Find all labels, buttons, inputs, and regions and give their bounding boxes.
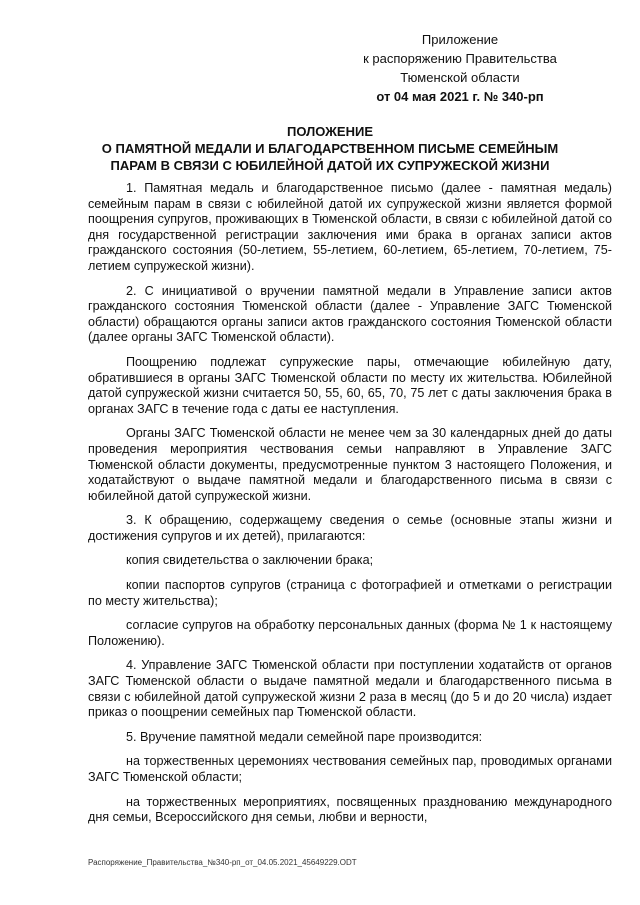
title-line-1: ПОЛОЖЕНИЕ bbox=[286, 124, 374, 139]
paragraph-2: 2. С инициативой о вручении памятной медали в Управление записи актов гражданского состояния Тюменской области (далее - Управление ЗАГС Тюменской области) обращаются органы записи актов гражданского состояния Тюменской области (далее органы ЗАГС Тюменской области). bbox=[88, 283, 612, 345]
header-appendix-label: Приложение bbox=[421, 32, 499, 47]
paragraph-12: на торжественных мероприятиях, посвященных празднованию международного дня семьи, Всероссийского дня семьи, любви и верности, bbox=[88, 794, 612, 825]
document-title bbox=[80, 123, 580, 174]
paragraph-3: Поощрению подлежат супружеские пары, отмечающие юбилейную дату, обратившиеся в органы ЗАГС Тюменской области по месту их жительства. Юбилейной датой супружеской жизни считается 50, 55, 60, 65, 70, 75 лет с даты заключения брака в органах ЗАГС в течение года с даты ее наступления. bbox=[88, 354, 612, 416]
paragraph-7: копии паспортов супругов (страница с фотографией и отметками о регистрации по месту жительства); bbox=[88, 578, 612, 608]
paragraph-10: 5. Вручение памятной медали семейной паре производится: bbox=[126, 729, 483, 744]
paragraph-4: Органы ЗАГС Тюменской области не менее чем за 30 календарных дней до даты проведения мероприятия чествования семьи направляют в Управление ЗАГС Тюменской области документы, предусмотренные пунктом 3 настоящего Положения, и ходатайствуют о выдаче памятной медали и благодарственного письма в связи с юбилейной датой супружеской жизни. bbox=[88, 426, 612, 503]
paragraph-9: 4. Управление ЗАГС Тюменской области при поступлении ходатайств от органов ЗАГС Тюменской области о выдаче памятной медали и благодарственного письма в связи с юбилейной датой супружеской жизни 2 раза в месяц (до 5 и до 20 числа) издает приказ о поощрении семейных пар Тюменской области. bbox=[88, 658, 612, 720]
header-order-reference: к распоряжению Правительства bbox=[363, 51, 557, 66]
paragraph-8: согласие супругов на обработку персональных данных (форма № 1 к настоящему Положению). bbox=[88, 618, 612, 648]
paragraph-6: копия свидетельства о заключении брака; bbox=[126, 553, 374, 568]
paragraph-5: 3. К обращению, содержащему сведения о семье (основные этапы жизни и достижения супругов и их детей), прилагаются: bbox=[88, 513, 612, 543]
document-header bbox=[340, 30, 580, 106]
paragraph-11: на торжественных церемониях чествования семейных пар, проводимых органами ЗАГС Тюменской области; bbox=[88, 754, 612, 784]
paragraph-1: 1. Памятная медаль и благодарственное письмо (далее - памятная медаль) семейным парам в связи с юбилейной датой их супружеской жизни является формой поощрения супругов, проживающих в Тюменской области, в связи с юбилейной датой со дня государственной регистрации заключения ими брака в органах записи актов гражданского состояния (50-летием, 55-летием, 60-летием, 65-летием, 70-летием, 75-летием супружеской жизни). bbox=[88, 181, 612, 273]
header-date-number: от 04 мая 2021 г. № 340-рп bbox=[376, 89, 544, 104]
document-footer-filename: Распоряжение_Правительства_№340-рп_от_04.05.2021_45649229.ODT bbox=[88, 858, 357, 867]
title-line-3: ПАРАМ В СВЯЗИ С ЮБИЛЕЙНОЙ ДАТОЙ ИХ СУПРУЖЕСКОЙ ЖИЗНИ bbox=[110, 158, 550, 173]
title-line-2: О ПАМЯТНОЙ МЕДАЛИ И БЛАГОДАРСТВЕННОМ ПИСЬМЕ СЕМЕЙНЫМ bbox=[101, 141, 559, 156]
document-body bbox=[88, 181, 612, 835]
header-region: Тюменской области bbox=[400, 70, 520, 85]
